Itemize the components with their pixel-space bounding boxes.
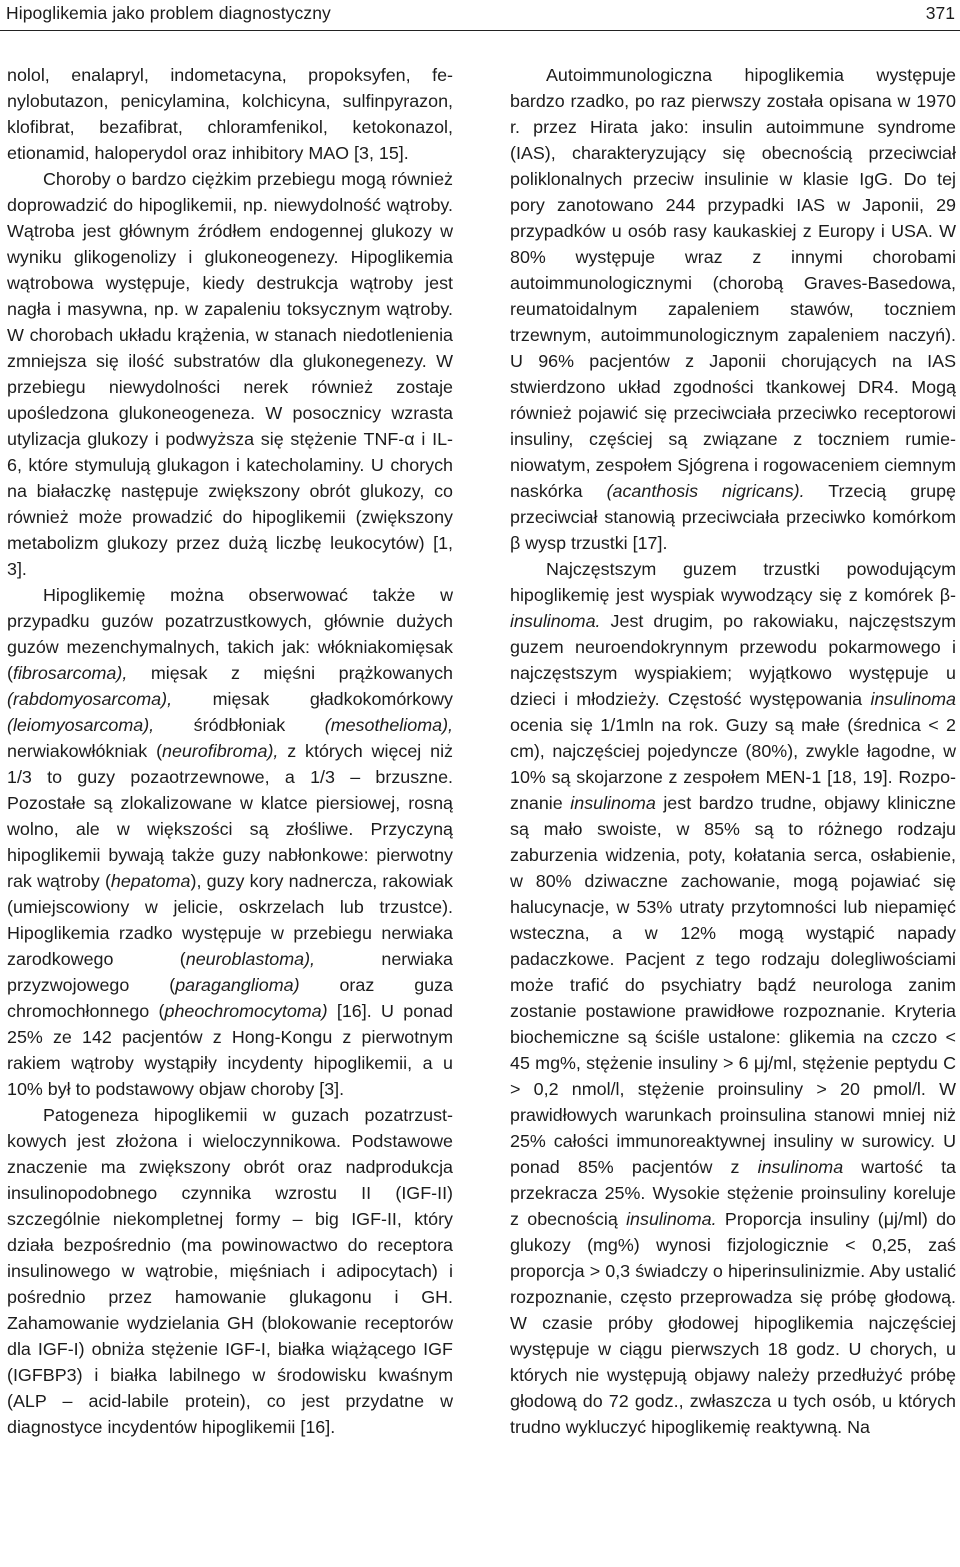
paragraph-insulinoma: Najczęstszym guzem trzustki powodującym hipoglikemię jest wyspiak wywodzący się z komórek β-insulinoma. Jest drugim, po rakowiaku, najczęstszym guzem neuroendokrynnym przewodu pokarmowego i najczęstszym wyspiakiem; wyjątkowo występuje u dzieci i młodzieży. Częstość występowania insulinoma ocenia się 1/1mln na rok. Guzy są małe (średnica < 2 cm), najczęściej pojedyncze (80%), zwykle łagodne, w 10% są skojarzone z zespołem MEN-1 [18, 19]. Rozpoznanie insulinoma jest bardzo trudne, objawy kliniczne są mało swoiste, w 85% są to różnego rodzaju zaburzenia widzenia, poty, kołatania serca, osłabienie, w 80% dziwaczne zachowanie, mogą pojawiać się halucynacje, w 53% utraty przytomności lub niepamięć wsteczna, a w 12% mogą wystąpić napady padaczkowe. Pacjent z tego rodzaju dolegliwościami może trafić do psychiatry bądź neurologa zanim zostanie postawione prawidłowe rozpoznanie. Kryteria biochemiczne są ściśle ustalone: glikemia na czczo < 45 mg%, stężenie insuliny > 6 μj/ml, stężenie peptydu C > 0,2 nmol/l, stężenie proinsuliny > 20 pmol/l. W prawidłowych warunkach proinsulina stanowi mniej niż 25% całości immunoreaktywnej insuliny w surowicy. U ponad 85% pacjentów z insulinoma wartość ta przekracza 25%. Wysokie stężenie proinsuliny koreluje z obecnością insulinoma. Proporcja insuliny (μj/ml) do glukozy (mg%) wynosi fizjologicznie < 0,25, zaś proporcja > 0,3 świadczy o hiperinsulinizmie. Aby ustalić rozpoznanie, często przeprowadza się próbę głodową. W czasie próby głodowej hipoglikemia najczęściej występuje w ciągu pierwszych 18 godz. U chorych, u których nie występują objawy należy przedłużyć próbę głodową do 72 godz., zwłaszcza u tych osób, u których trudno wykluczyć hipoglikemię reaktywną. Na [510, 559, 956, 1437]
running-title: Hipoglikemia jako problem diagnostyczny [6, 3, 331, 23]
paragraph-pathogenesis: Patogeneza hipoglikemii w guzach pozatrzustkowych jest złożona i wieloczynnikowa. Podstawowe znaczenie ma zwiększony obrót oraz nadprodukcja insulinopodobnego czynnika wzrostu II (IGF-II) szczególnie niekompletnej formy – big IGF-II, który działa bezpośrednio (ma powinowactwo do receptora insulinowego w wątrobie, mięśniach i adipocytach) i pośrednio przez hamowanie glukagonu i GH. Zahamowanie wydzielania GH (blokowanie receptorów dla IGF-I) obniża stężenie IGF-I, białka wiążącego IGF (IGFBP3) i białka labilnego w środowisku kwaśnym (ALP – acid-labile protein), co jest przydatne w diagnostyce incydentów hipoglikemii [16]. [7, 1105, 453, 1437]
paragraph-drug-list: nolol, enalapryl, indometacyna, propoksyfen, fenylobutazon, penicylamina, kolchicyna, sulfinpyrazon, klofibrat, bezafibrat, chloramfenikol, ketokonazol, etionamid, haloperydol oraz inhibitory MAO [3, 15]. [7, 65, 453, 163]
left-column [7, 62, 453, 1440]
right-column [510, 62, 956, 1440]
paragraph-liver-failure: Choroby o bardzo ciężkim przebiegu mogą również doprowadzić do hipoglikemii, np. niewydolność wątroby. Wątroba jest głównym źródłem endogennej glukozy w wyniku glikogenolizy i glukoneogenezy. Hipoglikemia wątrobowa występuje, kiedy destrukcja wątroby jest nagła i masywna, np. w zapaleniu toksycznym wątroby. W chorobach układu krążenia, w stanach niedotlenienia zmniejsza się ilość substratów dla glukonegenezy. W przebiegu niewydolności nerek również zostaje upośledzona glukoneogeneza. W posocznicy wzrasta utylizacja glukozy i podwyższa się stężenie TNF-α i IL-6, które stymulują glukagon i katecholaminy. U chorych na białaczkę następuje zwiększony obrót glukozy, co również może prowadzić do hipoglikemii (zwiększony metabolizm glukozy przez dużą liczbę leukocytów) [1, 3]. [7, 169, 453, 579]
paragraph-autoimmune-hypoglycemia: Autoimmunologiczna hipoglikemia występuje bardzo rzadko, po raz pierwszy została opisana w 1970 r. przez Hirata jako: insulin autoimmune syndrome (IAS), charakteryzujący się obecnością przeciwciał poliklonalnych przeciw insulinie w klasie IgG. Do tej pory zanotowano 244 przypadki IAS w Japonii, 29 przypadków u osób rasy kaukaskiej z Europy i USA. W 80% występuje wraz z innymi chorobami autoimmunologicznymi (chorobą Graves-Basedowa, reumatoidalnym zapaleniem stawów, toczniem trzewnym, autoimmunologicznym zapaleniem naczyń). U 96% pacjentów z Japonii chorujących na IAS stwierdzono układ zgodności tkankowej DR4. Mogą również pojawić się przeciwciała przeciwko receptorowi insuliny, częściej są związane z toczniem rumieniowatym, zespołem Sjógrena i rogowaceniem ciemnym naskórka (acanthosis nigricans). Trzecią grupę przeciwciał stanowią przeciwciała przeciwko komórkom β wysp trzustki [17]. [510, 65, 956, 553]
page-number: 371 [925, 3, 955, 23]
paragraph-extrapancreatic-tumors: Hipoglikemię można obserwować także w przypadku guzów pozatrzustkowych, głównie dużych guzów mezenchymalnych, takich jak: włókniakomięsak (fibrosarcoma), mięsak z mięśni prążkowanych (rabdomyosarcoma), mięsak gładkokomórkowy (leiomyosarcoma), śródbłoniak (mesothelioma), nerwiakowłókniak (neurofibroma), z których więcej niż 1/3 to guzy pozaotrzewnowe, a 1/3 – brzuszne. Pozostałe są zlokalizowane w klatce piersiowej, rosną wolno, ale w większości są złośliwe. Przyczyną hipoglikemii bywają także guzy nabłonkowe: pierwotny rak wątroby (hepatoma), guzy kory nadnercza, rakowiak (umiejscowiony w jelicie, oskrzelach lub trzustce). Hipoglikemia rzadko występuje w przebiegu nerwiaka zarodkowego (neuroblastoma), nerwiaka przyzwojowego (paraganglioma) oraz guza chromochłonnego (pheochromocytoma) [16]. U ponad 25% ze 142 pacjentów z Hong-Kongu z pierwotnym rakiem wątroby wystąpiły incydenty hipoglikemii, a u 10% był to podstawowy objaw choroby [3]. [7, 585, 454, 1099]
header-rule [0, 30, 960, 31]
page-header [0, 0, 960, 34]
